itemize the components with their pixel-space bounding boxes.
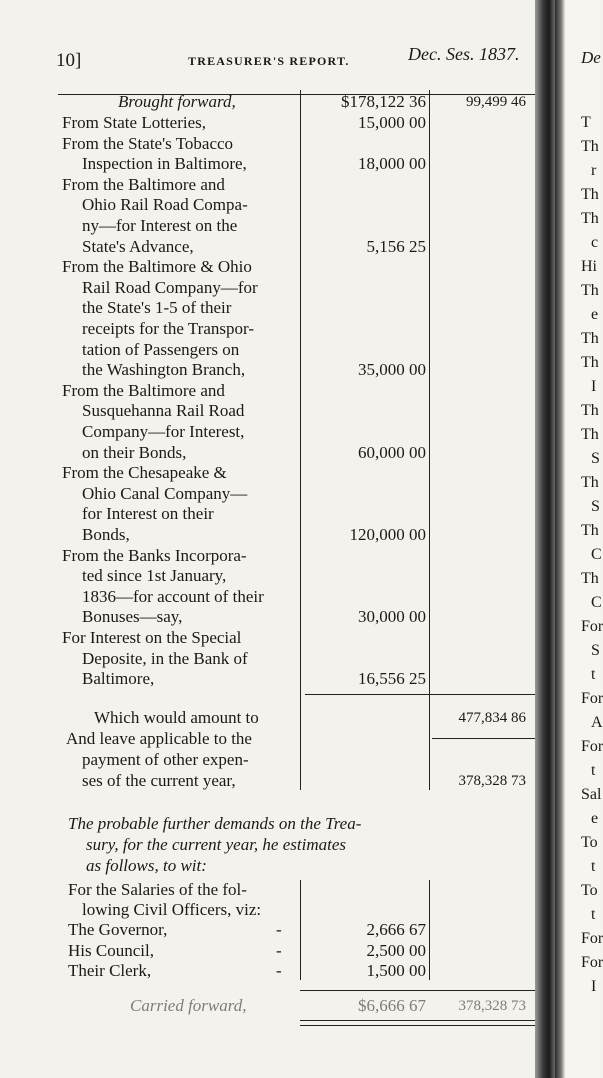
entry-label: Deposite, in the Bank of: [82, 648, 248, 668]
facing-fragment: r: [591, 162, 597, 179]
facing-fragment: To: [581, 834, 598, 851]
officer-amount: 2,500 00: [366, 940, 426, 960]
entry-label: Bonuses—say,: [82, 607, 183, 627]
entry-label: Baltimore,: [82, 669, 155, 689]
entry-label: From State Lotteries,: [62, 113, 207, 132]
amount-label: Which would amount to: [94, 708, 259, 727]
entry-label: for Interest on their: [82, 504, 214, 524]
facing-fragment: t: [591, 906, 596, 923]
facing-fragment: Th: [581, 354, 599, 371]
facing-fragment: Th: [581, 210, 599, 227]
entry-label: From the Chesapeake &: [62, 463, 227, 483]
facing-fragment: Th: [581, 330, 599, 347]
entry-label: Bonds,: [82, 525, 130, 544]
facing-fragment: For: [581, 690, 603, 707]
entry-label: For Interest on the Special: [62, 628, 242, 647]
sum-rule: [432, 738, 536, 739]
facing-fragment: Hi: [581, 258, 597, 275]
session-label: Dec. Ses. 1837.: [408, 44, 520, 64]
column-rule-amount-2: [429, 880, 430, 980]
running-title: TREASURER'S REPORT.: [188, 54, 350, 68]
column-rule-label-2: [300, 880, 301, 980]
column-rule-label: [300, 90, 301, 790]
entry-amount: 120,000 00: [349, 525, 426, 544]
entry-label: the Washington Branch,: [82, 360, 246, 380]
leave-line-2: payment of other expen-: [82, 750, 249, 769]
page-gutter: [535, 0, 555, 1078]
entry-label: Ohio Rail Road Compa-: [82, 195, 248, 215]
entry-label: Susquehanna Rail Road: [82, 401, 245, 421]
carried-forward-label: Carried forward,: [130, 996, 247, 1015]
officer-amount: 2,666 67: [366, 920, 426, 939]
entry-label: From the Baltimore & Ohio: [62, 257, 252, 277]
entry-label: tation of Passengers on: [82, 339, 240, 359]
facing-fragment: To: [581, 882, 598, 899]
dash-mark: -: [276, 961, 282, 980]
facing-fragment: A: [591, 714, 603, 731]
total-rule: [305, 694, 536, 695]
entry-label: From the Baltimore and: [62, 380, 225, 400]
entry-label: ted since 1st January,: [82, 566, 227, 586]
facing-header: De: [581, 48, 601, 67]
amount-total: 477,834 86: [458, 710, 526, 726]
entry-label: on their Bonds,: [82, 442, 187, 462]
entry-label: ny—for Interest on the: [82, 216, 238, 235]
carried-rule-bottom-2: [300, 1025, 536, 1026]
facing-fragment: e: [591, 810, 599, 827]
leave-total: 378,328 73: [458, 773, 526, 789]
facing-fragment: Th: [581, 426, 599, 443]
facing-fragment: C: [591, 594, 602, 611]
facing-fragment: For: [581, 930, 603, 947]
officer-label: Their Clerk,: [68, 961, 152, 980]
facing-fragment: Th: [581, 186, 599, 203]
facing-fragment: S: [591, 642, 600, 659]
column-rule-amount: [429, 90, 430, 790]
entry-amount: 35,000 00: [358, 360, 426, 380]
entry-amount: 18,000 00: [358, 154, 426, 174]
facing-page-shadow: [555, 0, 565, 1078]
entry-label: From the State's Tobacco: [62, 133, 234, 153]
facing-fragment: Th: [581, 522, 599, 539]
leave-line-3: ses of the current year,: [82, 771, 236, 790]
officer-label: The Governor,: [68, 920, 168, 939]
facing-fragment: Th: [581, 282, 599, 299]
brought-forward-amount: $178,122 36: [341, 92, 426, 111]
brought-forward-total: 99,499 46: [466, 94, 526, 110]
facing-fragment: S: [591, 498, 600, 515]
facing-fragment: Th: [581, 402, 599, 419]
facing-fragment: Th: [581, 570, 599, 587]
facing-fragment: Th: [581, 474, 599, 491]
officer-amount: 1,500 00: [366, 961, 426, 980]
carried-forward-total: 378,328 73: [458, 998, 526, 1014]
entry-label: 1836—for account of their: [82, 586, 264, 606]
entry-amount: 16,556 25: [358, 669, 426, 689]
facing-fragment: t: [591, 762, 596, 779]
brought-forward-label: Brought forward,: [118, 92, 236, 111]
entry-label: receipts for the Transpor-: [82, 319, 254, 338]
entry-label: Ohio Canal Company—: [82, 483, 248, 503]
facing-fragment: e: [591, 306, 599, 323]
facing-fragment: Sal: [581, 786, 602, 803]
facing-fragment: t: [591, 666, 596, 683]
entry-amount: 60,000 00: [358, 442, 426, 462]
facing-fragment: For: [581, 618, 603, 635]
entry-label: State's Advance,: [82, 236, 194, 256]
entry-label: Company—for Interest,: [82, 422, 245, 441]
report-page: 10] TREASURER'S REPORT. Dec. Ses. 1837. Brought forward, $178,122 36 99,499 46 From State Lotteries, 15,000 00 From the State's Tobacco Inspection in Baltimore, 18,000 00 From the Baltimore and Ohio Rail Road Compa- ny—for Interest on the State's Advance, 5,156 25 From the Baltimore & Ohio Rail Road Company—for the State's 1-5 of their receipts for the Transpor- tation of Passengers on the Washington Branch, 35,000 00 From the Baltimore and Susquehanna Rail Road Company—for Interest, on their Bonds, 60,000 00 From the Chesapeake & Ohio Canal Company— for Interest on their Bonds, 120,000 00 From the Banks Incorpora- ted since 1st January, 1836—for account of their Bonuses—say, 30,000 00 For Interest on the Special Deposite, in the Bank of Baltimore, 16,556 25 Which would amount to 477,834 86 And leave applicable to the payment of other expen- ses of the current year, 378,328 73 The probable further demands on the Trea- sury, for the current year, he estimates as follows, to wit: For the Salaries of the fol- lowing Civil Officers, viz: The Governor, - 2,666 67 His Council, - 2,500 00 Their Clerk, - 1,500 00 Carried forward, $6,666 67 378,328 73: [0, 0, 540, 1078]
page-number: 10]: [56, 50, 82, 71]
officer-label: His Council,: [68, 940, 154, 960]
facing-fragment: Th: [581, 138, 599, 155]
facing-fragment: c: [591, 234, 599, 251]
entry-label: Inspection in Baltimore,: [82, 154, 247, 174]
leave-line-1: And leave applicable to the: [66, 729, 252, 748]
entry-label: From the Baltimore and: [62, 174, 225, 194]
dash-mark: -: [276, 940, 282, 960]
entry-amount: 30,000 00: [358, 607, 426, 627]
facing-page: [555, 0, 603, 1078]
facing-fragment: t: [591, 858, 596, 875]
entry-label: Rail Road Company—for: [82, 277, 258, 297]
carried-forward-amount: $6,666 67: [358, 996, 426, 1015]
page-header: [56, 46, 536, 74]
carried-rule-bottom: [300, 1020, 536, 1021]
entry-label: the State's 1-5 of their: [82, 298, 232, 318]
entry-amount: 15,000 00: [358, 113, 426, 132]
entry-label: From the Banks Incorpora-: [62, 545, 247, 565]
carried-rule-top: [300, 990, 536, 991]
facing-fragment: I: [591, 378, 597, 395]
facing-fragment: T: [581, 114, 591, 131]
entry-amount: 5,156 25: [366, 236, 426, 256]
facing-fragment: S: [591, 450, 600, 467]
facing-fragment: C: [591, 546, 602, 563]
facing-fragment: For: [581, 738, 603, 755]
dash-mark: -: [276, 920, 282, 939]
facing-fragment: I: [591, 978, 597, 995]
facing-fragment: For: [581, 954, 603, 971]
